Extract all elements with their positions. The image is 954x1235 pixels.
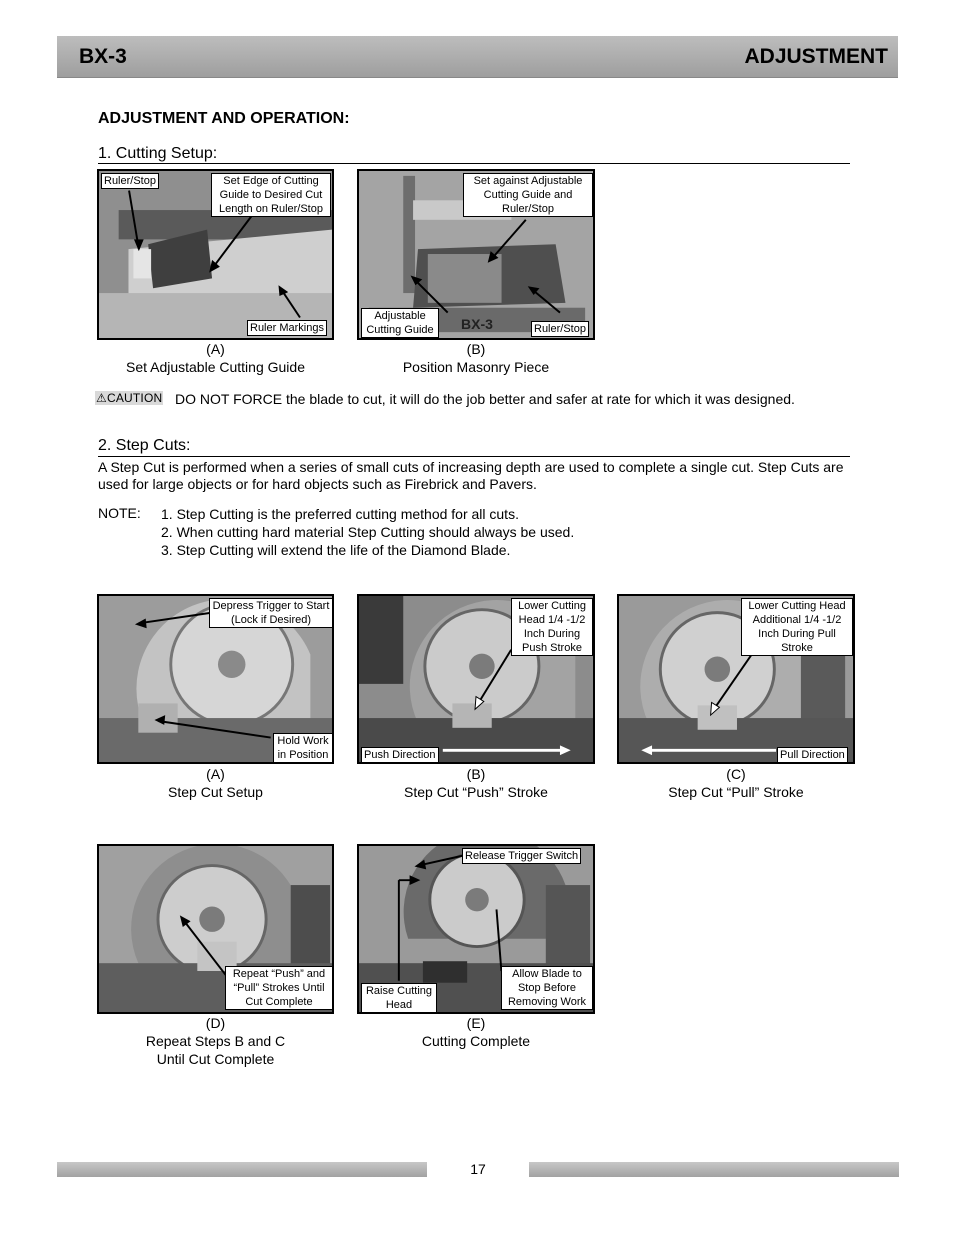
header-section-title: ADJUSTMENT [744, 45, 888, 68]
caption-step-c-text: Step Cut “Pull” Stroke [668, 784, 804, 800]
caution-badge: ⚠CAUTION [96, 391, 163, 405]
caption-step-c [617, 765, 855, 801]
callout-ruler-stop: Ruler/Stop [101, 173, 159, 189]
caption-setup-a-letter: (A) [206, 341, 225, 357]
photo-step-d [97, 844, 334, 1014]
caption-setup-b-text: Position Masonry Piece [402, 359, 550, 375]
callout-adjustable-guide: Adjustable Cutting Guide [361, 308, 439, 338]
caption-step-e [357, 1014, 595, 1050]
caption-step-d-text: Repeat Steps B and C [145, 1033, 286, 1049]
callout-push-direction: Push Direction [361, 747, 439, 763]
callout-lower-head-push: Lower Cutting Head 1/4 -1/2 Inch During Push Stroke [511, 598, 593, 656]
footer-bar-right [529, 1162, 899, 1177]
note-list [161, 505, 574, 559]
caption-setup-a-text: Set Adjustable Cutting Guide [125, 359, 305, 375]
callout-pull-direction: Pull Direction [777, 747, 848, 763]
callout-ruler-stop-b: Ruler/Stop [531, 321, 589, 337]
callout-depress-trigger: Depress Trigger to Start (Lock if Desired) [209, 598, 333, 628]
photo-step-c [617, 594, 855, 764]
callout-hold-work: Hold Work in Position [273, 733, 333, 763]
callout-lower-head-pull: Lower Cutting Head Additional 1/4 -1/2 Inch During Pull Stroke [741, 598, 853, 656]
note-item: 1. Step Cutting is the preferred cutting method for all cuts. [161, 506, 519, 522]
step-cuts-intro: A Step Cut is performed when a series of small cuts of increasing depth are used to complete a single cut. Step Cuts are used for large objects or for hard objects such as Firebrick and Pavers. [98, 459, 844, 492]
caption-setup-a [97, 340, 334, 376]
header-bar [57, 36, 898, 78]
photo-setup-a [97, 169, 334, 340]
caption-step-a [97, 765, 334, 801]
cutting-setup-heading: 1. Cutting Setup: [98, 145, 218, 162]
note-label: NOTE: [98, 505, 141, 521]
note-item: 3. Step Cutting will extend the life of the Diamond Blade. [161, 542, 511, 558]
callout-set-against: Set against Adjustable Cutting Guide and Ruler/Stop [463, 173, 593, 217]
callout-ruler-markings: Ruler Markings [247, 320, 327, 336]
caution-text: DO NOT FORCE the blade to cut, it will do the job better and safer at rate for which it was designed. [175, 391, 795, 407]
caption-step-b-letter: (B) [466, 766, 486, 782]
footer-bar-left [57, 1162, 427, 1177]
callout-allow-blade-stop: Allow Blade to Stop Before Removing Work [501, 966, 593, 1010]
step-cuts-heading: 2. Step Cuts: [98, 437, 191, 454]
header-model: BX-3 [79, 45, 127, 68]
photo-step-e [357, 844, 595, 1014]
photo-step-b [357, 594, 595, 764]
callout-release-trigger: Release Trigger Switch [462, 848, 581, 864]
caption-step-e-text: Cutting Complete [421, 1033, 531, 1049]
callout-repeat-strokes: Repeat “Push” and “Pull” Strokes Until Cut Complete [225, 966, 333, 1010]
caption-step-a-letter: (A) [206, 766, 225, 782]
note-item: 2. When cutting hard material Step Cutting should always be used. [161, 524, 575, 540]
callout-set-edge: Set Edge of Cutting Guide to Desired Cut Length on Ruler/Stop [211, 173, 331, 217]
caption-setup-b [357, 340, 595, 376]
photo-step-a [97, 594, 334, 764]
page-number: 17 [470, 1161, 486, 1177]
photo-setup-b [357, 169, 595, 340]
caption-setup-b-letter: (B) [466, 341, 486, 357]
callout-raise-head: Raise Cutting Head [361, 983, 437, 1013]
bx3-logo: BX-3 [461, 316, 493, 332]
caption-step-a-text: Step Cut Setup [168, 784, 263, 800]
cutting-setup-rule [98, 163, 850, 164]
caption-step-d-text-2: Until Cut Complete [156, 1051, 275, 1067]
caption-step-d [97, 1014, 334, 1068]
caption-step-d-letter: (D) [205, 1015, 226, 1031]
main-heading: ADJUSTMENT AND OPERATION: [98, 110, 350, 127]
caption-step-c-letter: (C) [726, 766, 746, 782]
caption-step-b-text: Step Cut “Push” Stroke [404, 784, 548, 800]
step-cuts-rule [98, 456, 850, 457]
caption-step-b [357, 765, 595, 801]
caption-step-e-letter: (E) [466, 1015, 486, 1031]
